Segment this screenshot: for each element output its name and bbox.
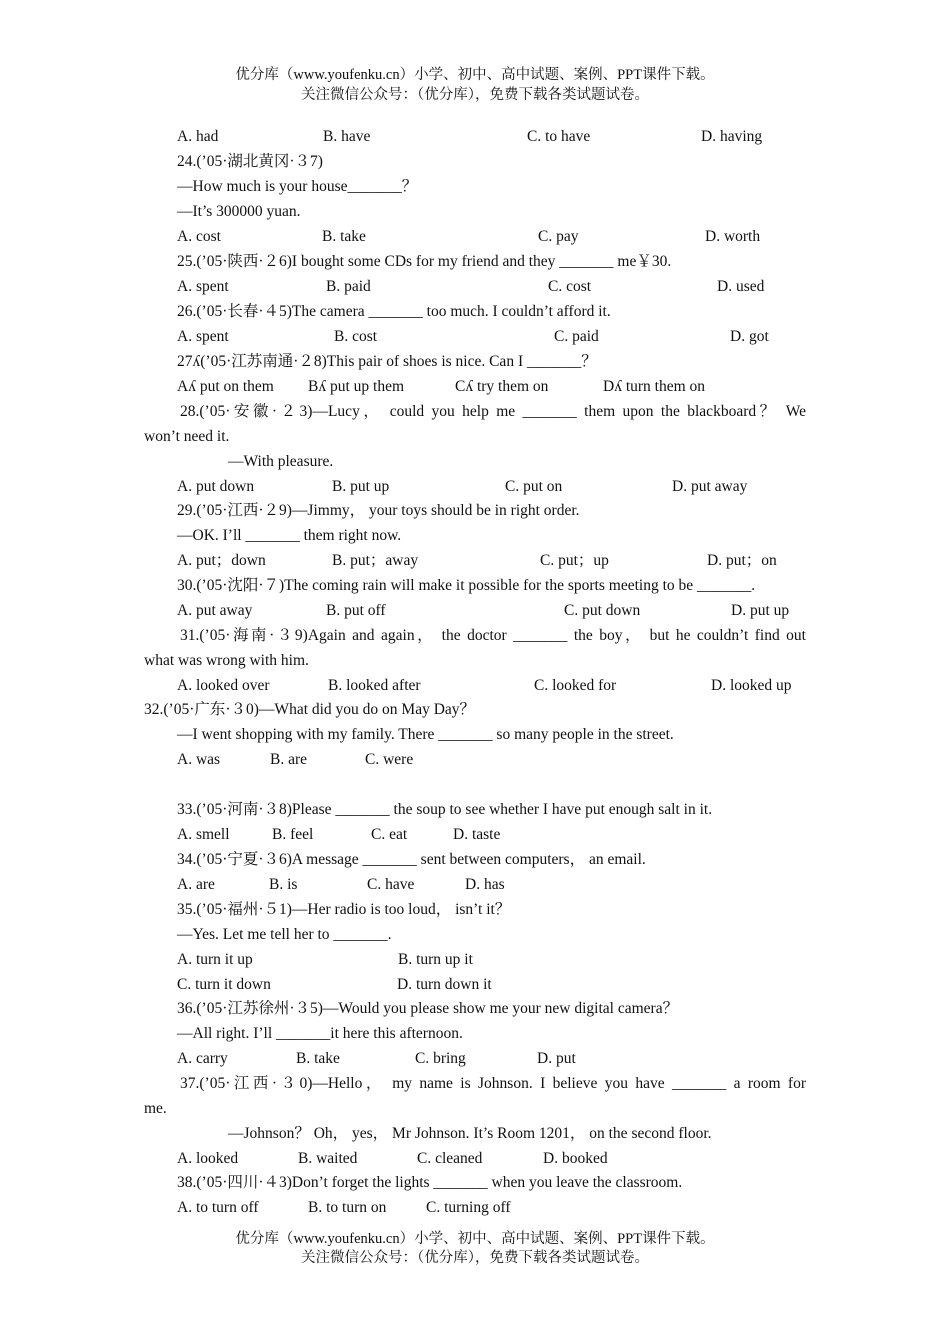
q32-option-b: B. are <box>270 751 308 768</box>
question-29-stem: 29.(’05·江西·２9)—Jimmy， your toys should be in right order. <box>177 502 580 519</box>
question-24-stem: 24.(’05·湖北黄冈·３7) <box>177 153 323 170</box>
option-b: B. have <box>323 128 371 145</box>
question-36-stem: 36.(’05·江苏徐州·３5)—Would you please show me your new digital camera？ <box>177 1000 679 1017</box>
question-32-stem: 32.(’05·广东·３0)—What did you do on May Day？ <box>144 701 476 718</box>
question-32-reply: —I went shopping with my family. There _______ so many people in the street. <box>177 726 674 743</box>
q25-option-c: C. cost <box>548 278 592 295</box>
question-24-line-1: —How much is your house_______？ <box>177 178 418 195</box>
q26-option-d: D. got <box>730 328 769 345</box>
q38-option-b: B. to turn on <box>308 1199 387 1216</box>
q37-option-c: C. cleaned <box>417 1150 483 1167</box>
q29-option-c: C. put；up <box>540 552 609 569</box>
q30-option-a: A. put away <box>177 602 253 619</box>
q25-option-d: D. used <box>717 278 765 295</box>
q30-option-c: C. put down <box>564 602 641 619</box>
header-line-2: 关注微信公众号：（优分库），免费下载各类试题试卷。 <box>301 87 649 103</box>
question-26-stem: 26.(’05·长春·４5)The camera _______ too much. I couldn’t afford it. <box>177 303 611 320</box>
question-28-reply: —With pleasure. <box>228 453 334 470</box>
q38-option-a: A. to turn off <box>177 1199 259 1216</box>
q34-option-c: C. have <box>367 876 415 893</box>
q33-option-c: C. eat <box>371 826 408 843</box>
q34-option-b: B. is <box>269 876 298 893</box>
question-35-stem: 35.(’05·福州·５1)—Her radio is too loud， isn’t it？ <box>177 901 511 918</box>
q32-option-c: C. were <box>365 751 414 768</box>
q37-option-a: A. looked <box>177 1150 239 1167</box>
question-28-stem-a: 28.(’05·安徽·２3)—Lucy， could you help me _______ them upon the blackboard？ We <box>180 403 806 420</box>
question-33-stem: 33.(’05·河南·３8)Please _______ the soup to see whether I have put enough salt in it. <box>177 801 713 818</box>
q26-option-b: B. cost <box>334 328 378 345</box>
q25-option-b: B. paid <box>326 278 371 295</box>
q24-option-a: A. cost <box>177 228 221 245</box>
q24-option-b: B. take <box>322 228 366 245</box>
option-c: C. to have <box>527 128 591 145</box>
q28-option-b: B. put up <box>332 478 390 495</box>
q35-option-a: A. turn it up <box>177 951 253 968</box>
question-38-stem: 38.(’05·四川·４3)Don’t forget the lights _______ when you leave the classroom. <box>177 1174 683 1191</box>
q27-option-d: Dʎ turn them on <box>603 378 706 395</box>
q33-option-a: A. smell <box>177 826 230 843</box>
question-37-reply: —Johnson？ Oh， yes， Mr Johnson. It’s Room 1201， on the second floor. <box>228 1125 712 1142</box>
q33-option-d: D. taste <box>453 826 501 843</box>
footer-line-1: 优分库（www.youfenku.cn）小学、初中、高中试题、案例、PPT课件下载。 <box>235 1231 715 1247</box>
q27-option-a: Aʎ put on them <box>177 378 274 395</box>
q37-option-d: D. booked <box>543 1150 608 1167</box>
question-36-reply: —All right. I’ll _______it here this afternoon. <box>177 1025 463 1042</box>
q34-option-a: A. are <box>177 876 215 893</box>
q26-option-a: A. spent <box>177 328 229 345</box>
question-29-reply: —OK. I’ll _______ them right now. <box>177 527 402 544</box>
q37-option-b: B. waited <box>298 1150 358 1167</box>
q30-option-d: D. put up <box>731 602 790 619</box>
question-28-stem-b: won’t need it. <box>144 428 230 445</box>
q27-option-c: Cʎ try them on <box>455 378 549 395</box>
q35-option-d: D. turn down it <box>397 976 492 993</box>
q29-option-a: A. put；down <box>177 552 266 569</box>
q32-option-a: A. was <box>177 751 221 768</box>
q38-option-c: C. turning off <box>426 1199 511 1216</box>
question-37-stem-a: 37.(’05·江西·３0)—Hello， my name is Johnson. I believe you have _______ a room for <box>180 1075 806 1092</box>
q33-option-b: B. feel <box>272 826 314 843</box>
q28-option-d: D. put away <box>672 478 748 495</box>
q31-option-c: C. looked for <box>534 677 617 694</box>
q30-option-b: B. put off <box>326 602 386 619</box>
question-34-stem: 34.(’05·宁夏·３6)A message _______ sent between computers， an email. <box>177 851 646 868</box>
q31-option-d: D. looked up <box>711 677 792 694</box>
q31-option-a: A. looked over <box>177 677 270 694</box>
question-27-stem: 27ʎ(’05·江苏南通·２8)This pair of shoes is nice. Can I _______？ <box>177 353 597 370</box>
q24-option-d: D. worth <box>705 228 761 245</box>
question-30-stem: 30.(’05·沈阳·７)The coming rain will make it possible for the sports meeting to be _______. <box>177 577 756 594</box>
q36-option-a: A. carry <box>177 1050 228 1067</box>
q28-option-c: C. put on <box>505 478 563 495</box>
option-a: A. had <box>177 128 219 145</box>
question-35-reply: —Yes. Let me tell her to _______. <box>177 926 392 943</box>
footer-line-2: 关注微信公众号：（优分库），免费下载各类试题试卷。 <box>301 1250 649 1266</box>
q26-option-c: C. paid <box>554 328 599 345</box>
question-25-stem: 25.(’05·陕西·２6)I bought some CDs for my friend and they _______ me￥30. <box>177 253 672 270</box>
question-31-stem-a: 31.(’05·海南·３9)Again and again， the doctor _______ the boy， but he couldn’t find out <box>180 627 806 644</box>
q24-option-c: C. pay <box>538 228 579 245</box>
q36-option-b: B. take <box>296 1050 340 1067</box>
q31-option-b: B. looked after <box>328 677 421 694</box>
q36-option-d: D. put <box>537 1050 576 1067</box>
header-line-1: 优分库（www.youfenku.cn）小学、初中、高中试题、案例、PPT课件下载。 <box>235 67 715 83</box>
question-31-stem-b: what was wrong with him. <box>144 652 309 669</box>
option-d: D. having <box>701 128 763 145</box>
q34-option-d: D. has <box>465 876 505 893</box>
q28-option-a: A. put down <box>177 478 255 495</box>
q36-option-c: C. bring <box>415 1050 466 1067</box>
q29-option-b: B. put；away <box>332 552 419 569</box>
question-24-line-2: —It’s 300000 yuan. <box>177 203 301 220</box>
q29-option-d: D. put；on <box>707 552 777 569</box>
q35-option-c: C. turn it down <box>177 976 271 993</box>
q35-option-b: B. turn up it <box>398 951 473 968</box>
question-37-stem-b: me. <box>144 1100 167 1117</box>
q27-option-b: Bʎ put up them <box>308 378 405 395</box>
q25-option-a: A. spent <box>177 278 229 295</box>
